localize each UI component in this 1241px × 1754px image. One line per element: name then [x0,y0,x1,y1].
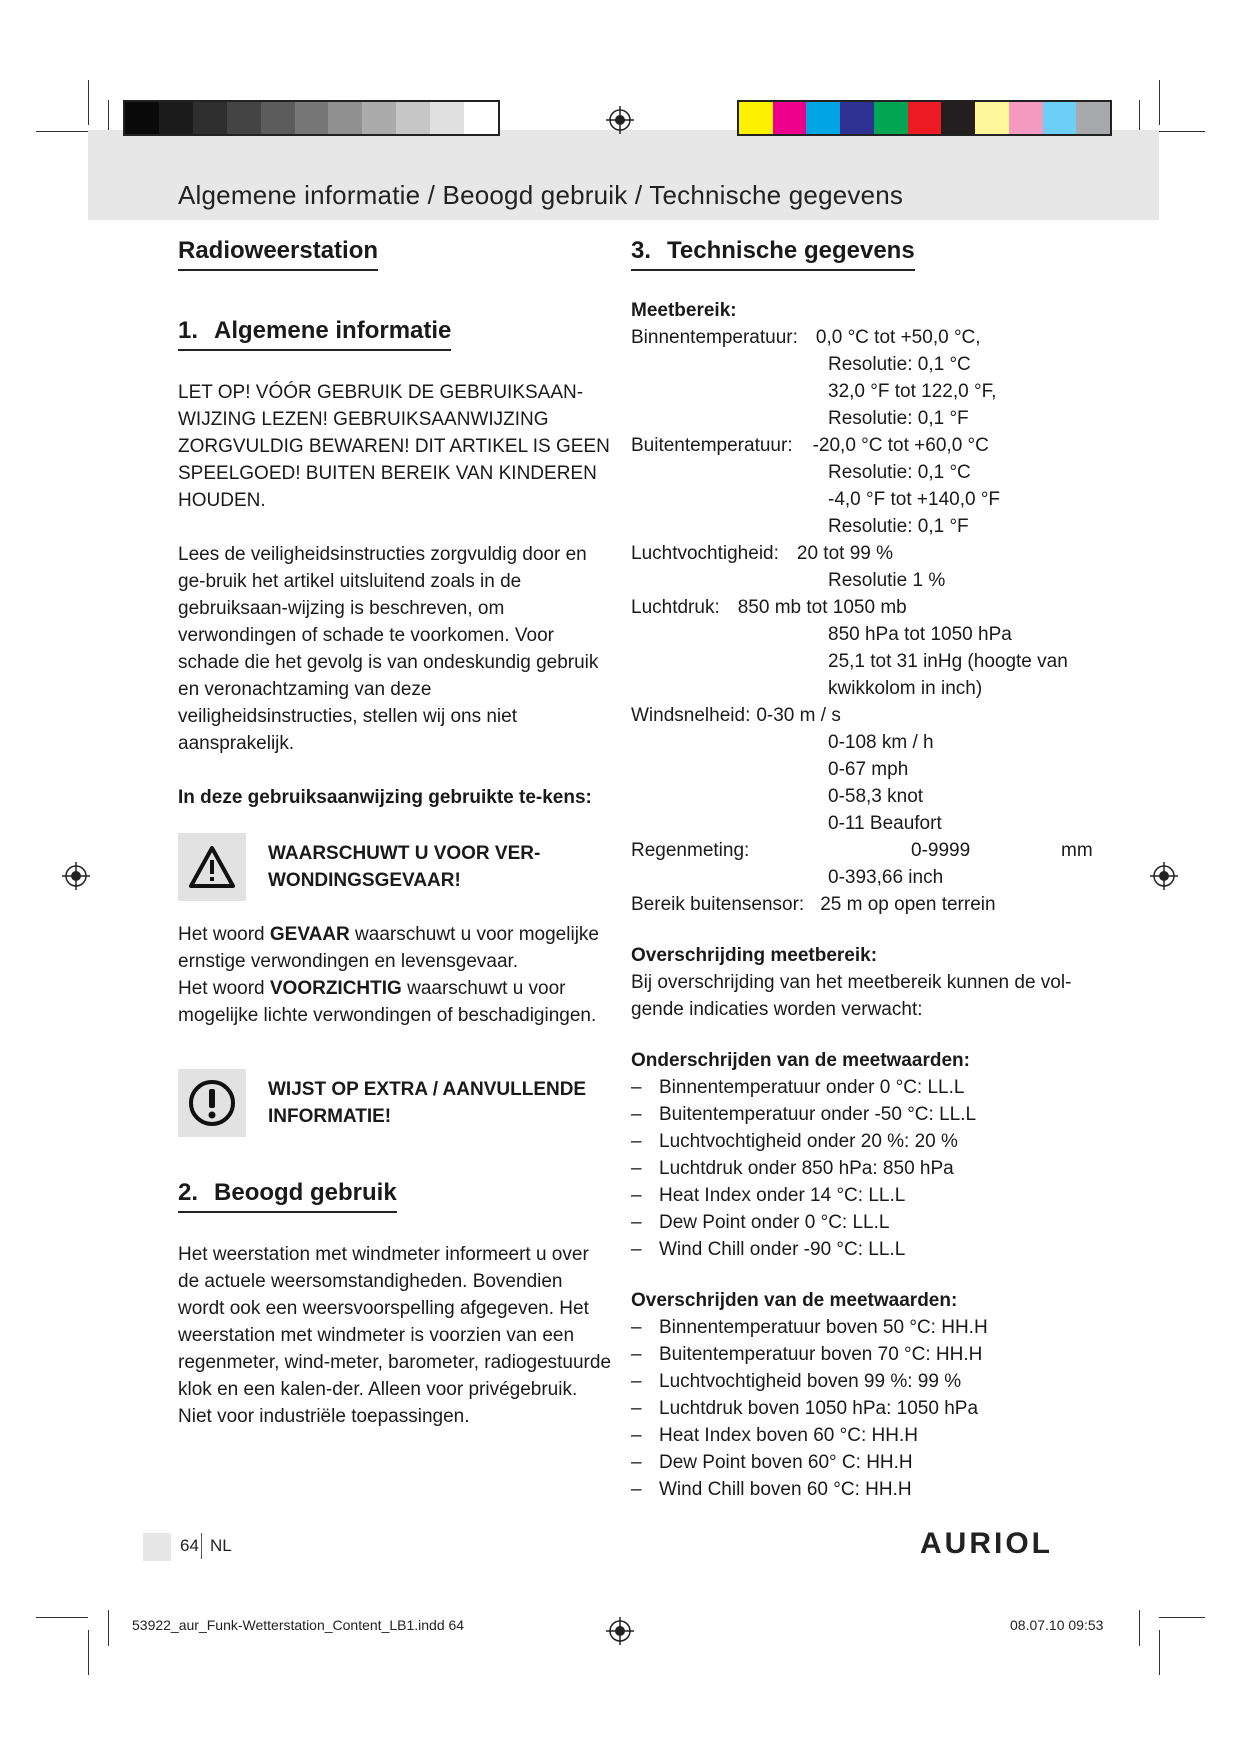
list-item: – Wind Chill onder -90 °C: LL.L [631,1236,1101,1263]
list-item: – Binnentemperatuur boven 50 °C: HH.H [631,1314,1101,1341]
language-code: NL [210,1536,232,1555]
spec-value: 0-58,3 knot [828,786,924,807]
crop-mark [88,1630,89,1675]
crop-mark [1159,131,1205,132]
intro-paragraph: Lees de veiligheidsinstructies zorgvuldig door en ge-bruik het artikel uitsluitend zoals in de gebruiksaan-wijzing is beschreven, om verwondingen of schade te voorkomen. Voor schade die het gevolg is van ondeskundig gebruik en veronachtzaming van deze veiligheidsinstructies, stellen wij ons niet aansprakelijk. [178,544,599,754]
spec-value: 32,0 °F tot 122,0 °F, [828,381,997,402]
caution-paragraph [178,975,613,1029]
spec-value: 25 m op open terrein [820,894,996,915]
gray-swatch [261,102,295,134]
spec-value: Resolutie: 0,1 °C [828,354,971,375]
color-swatch [1076,102,1110,134]
crop-mark [1159,1617,1205,1618]
spec-row [631,540,1101,567]
gray-swatch [430,102,464,134]
text-fragment: waarschuwt u voor mogelijke lichte verwondingen of beschadigingen. [178,978,597,1026]
list-item: – Heat Index onder 14 °C: LL.L [631,1182,1101,1209]
page-number-box [143,1533,171,1561]
list-item: – Buitentemperatuur onder -50 °C: LL.L [631,1101,1101,1128]
gray-swatch [464,102,498,134]
section-title: Algemene informatie [214,317,452,344]
over-range-heading: Overschrijden van de meetwaarden: [631,1290,958,1311]
spec-row [631,702,1101,729]
list-item: – Dew Point boven 60° C: HH.H [631,1449,1101,1476]
spec-value: 850 hPa tot 1050 hPa [828,624,1012,645]
section-title: Beoogd gebruik [214,1179,397,1206]
color-swatch [739,102,773,134]
spec-row [631,837,1101,864]
registration-mark-icon [62,862,90,890]
info-notice-text: WIJST OP EXTRA / AANVULLENDE INFORMATIE! [268,1079,587,1127]
spec-row [631,594,1101,621]
print-slug-date: 08.07.10 09:53 [1010,1617,1104,1633]
spec-value: 0-11 Beaufort [828,813,942,834]
spec-label: Luchtvochtigheid: [631,543,779,564]
gray-swatch [396,102,430,134]
overrun-heading: Overschrijding meetbereik: [631,945,878,966]
spec-label: Luchtdruk: [631,597,720,618]
info-notice [178,1069,613,1137]
list-item: – Wind Chill boven 60 °C: HH.H [631,1476,1101,1503]
spec-value: Resolutie: 0,1 °F [828,408,969,429]
spec-label: Regenmeting: [631,840,750,861]
color-swatch [806,102,840,134]
section-number: 2. [178,1179,199,1206]
spec-row [631,324,1101,351]
warning-triangle-icon [188,845,236,889]
list-item: – Luchtdruk boven 1050 hPa: 1050 hPa [631,1395,1101,1422]
danger-keyword: GEVAAR [269,924,350,945]
spec-value: 850 mb tot 1050 mb [737,597,907,618]
section-heading-intended-use [178,1177,397,1213]
spec-value: 0-393,66 inch [828,867,944,888]
color-swatch [1009,102,1043,134]
registration-mark-icon [606,106,634,134]
danger-paragraph [178,921,613,975]
registration-mark-icon [606,1617,634,1645]
notice-icon-box [178,1069,246,1137]
spec-value: -4,0 °F tot +140,0 °F [828,489,1001,510]
warning-notice-text: WAARSCHUWT U VOOR VER-WONDINGSGEVAAR! [268,843,541,891]
text-fragment: waarschuwt u voor mogelijke ernstige verwondingen en levensgevaar. [178,924,599,972]
spec-value: 0-67 mph [828,759,909,780]
color-swatch [941,102,975,134]
color-swatch [773,102,807,134]
color-swatch [908,102,942,134]
spec-value: 0-30 m / s [756,705,841,726]
spec-value: 25,1 tot 31 inHg (hoogte van kwikkolom in inch) [828,651,1068,699]
section-number: 1. [178,317,199,344]
notice-icon-box [178,833,246,901]
gray-swatch [328,102,362,134]
spec-label: Buitentemperatuur: [631,435,793,456]
signs-heading: In deze gebruiksaanwijzing gebruikte te-kens: [178,787,592,808]
color-swatch [874,102,908,134]
over-range-list [631,1314,1101,1503]
list-item: – Dew Point onder 0 °C: LL.L [631,1209,1101,1236]
spec-label: Binnentemperatuur: [631,327,798,348]
spec-value: Resolutie: 0,1 °F [828,516,969,537]
under-range-heading: Onderschrijden van de meetwaarden: [631,1050,970,1071]
process-color-bar [737,100,1112,136]
text-fragment: Het woord [178,978,270,999]
color-swatch [840,102,874,134]
page-number: 64 [180,1536,199,1555]
safety-warning-caps: LET OP! VÓÓR GEBRUIK DE GEBRUIKSAAN-WIJZING LEZEN! GEBRUIKSAANWIJZING ZORGVULDIG BEWAREN! DIT ARTIKEL IS GEEN SPEELGOED! BUITEN BEREIK VAN KINDEREN HOUDEN. [178,382,610,511]
list-item: – Binnentemperatuur onder 0 °C: LL.L [631,1074,1101,1101]
crop-mark [1159,80,1160,125]
spec-value: 20 tot 99 % [796,543,894,564]
spec-value: -20,0 °C tot +60,0 °C [812,435,989,456]
gray-swatch [193,102,227,134]
list-item: – Heat Index boven 60 °C: HH.H [631,1422,1101,1449]
print-slug-file: 53922_aur_Funk-Wetterstation_Content_LB1.indd 64 [132,1617,465,1633]
under-range-list [631,1074,1101,1263]
exclamation-circle-icon [187,1078,237,1128]
gray-swatch [295,102,329,134]
color-swatch [1043,102,1077,134]
gray-scale-bar [123,100,500,136]
text-fragment: Het woord [178,924,270,945]
document-title: Radioweerstation [178,235,378,271]
warning-notice [178,833,613,901]
section-heading-general [178,315,451,351]
spec-value: 0-9999 [911,840,971,861]
crop-mark [36,131,88,132]
caution-keyword: VOORZICHTIG [269,978,402,999]
spec-row [631,432,1101,459]
spec-value: Resolutie 1 % [828,570,946,591]
list-item: – Luchtdruk onder 850 hPa: 850 hPa [631,1155,1101,1182]
gray-swatch [227,102,261,134]
spec-label: Bereik buitensensor: [631,894,805,915]
spec-label: Windsnelheid: [631,705,751,726]
header-title: Algemene informatie / Beoogd gebruik / Technische gegevens [178,180,904,210]
crop-mark [36,1617,88,1618]
spec-unit: mm [1061,840,1093,861]
left-column [178,235,613,1430]
crop-mark [108,1610,109,1646]
list-item: – Luchtvochtigheid boven 99 %: 99 % [631,1368,1101,1395]
brand-logo: AURIOL [920,1527,1053,1560]
crop-mark [1159,1630,1160,1675]
section-title: Technische gegevens [667,237,915,264]
gray-swatch [362,102,396,134]
color-swatch [975,102,1009,134]
gray-swatch [159,102,193,134]
usage-paragraph: Het weerstation met windmeter informeert u over de actuele weersomstandigheden. Bovendien wordt ook een weersvoorspelling afgegeven. Het weerstation met windmeter is voorzien van een regenmeter, wind-meter, barometer, radiogestuurde klok en een kalen-der. Alleen voor privégebruik. Niet voor industriële toepassingen. [178,1244,612,1427]
spec-value: 0,0 °C tot +50,0 °C, [815,327,981,348]
registration-mark-icon [1150,862,1178,890]
gray-swatch [125,102,159,134]
section-heading-specs [631,235,915,271]
spec-row [631,891,1101,918]
divider [201,1533,202,1559]
range-heading: Meetbereik: [631,300,737,321]
right-column [631,235,1101,1503]
crop-mark [1139,1610,1140,1646]
spec-value: Resolutie: 0,1 °C [828,462,971,483]
overrun-paragraph: Bij overschrijding van het meetbereik kunnen de vol-gende indicaties worden verwacht: [631,972,1072,1020]
spec-value: 0-108 km / h [828,732,934,753]
section-number: 3. [631,237,652,264]
list-item: – Buitentemperatuur boven 70 °C: HH.H [631,1341,1101,1368]
crop-mark [88,80,89,125]
list-item: – Luchtvochtigheid onder 20 %: 20 % [631,1128,1101,1155]
